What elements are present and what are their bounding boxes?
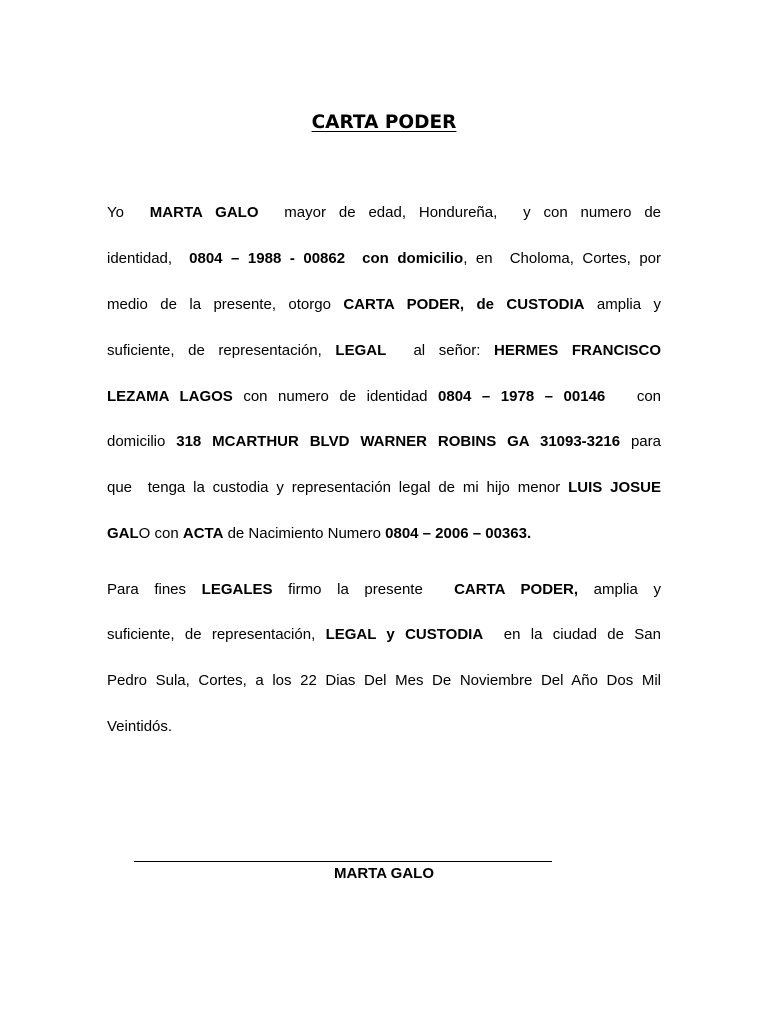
body-text: firmo la presente <box>272 581 455 598</box>
document-title: CARTA PODER <box>311 112 457 133</box>
body-text: , en Choloma, Cortes, por <box>463 250 661 267</box>
bold-text: CARTA PODER, <box>454 581 579 598</box>
body-line <box>107 432 661 452</box>
body-line <box>107 625 661 645</box>
bold-text: 0804 – 1978 – 00146 <box>438 388 606 405</box>
body-text: que tenga la custodia y representación legal de mi hijo menor <box>107 479 569 496</box>
signature-name: MARTA GALO <box>334 865 434 882</box>
body-text: mayor de edad, Hondureña, y con numero de <box>258 204 661 221</box>
body-line <box>107 580 661 600</box>
body-text: con <box>605 388 662 405</box>
bold-text: ACTA <box>182 525 224 542</box>
body-text: Veintidós. <box>107 718 173 735</box>
bold-text: HERMES FRANCISCO <box>494 342 661 359</box>
bold-text: LUIS JOSUE <box>568 479 661 496</box>
bold-text: MARTA GALO <box>149 204 259 221</box>
body-line <box>107 387 661 407</box>
body-line <box>107 295 661 315</box>
body-line <box>107 478 661 498</box>
body-line <box>107 249 661 269</box>
body-text: Para fines <box>107 581 202 598</box>
body-line <box>107 524 661 544</box>
bold-text: CARTA PODER, de CUSTODIA <box>343 296 585 313</box>
bold-text: LEZAMA LAGOS <box>107 388 233 405</box>
body-text: Yo <box>107 204 150 221</box>
signature-line <box>134 861 552 862</box>
body-line <box>107 203 661 223</box>
body-line <box>107 671 661 691</box>
body-text: suficiente, de representación, <box>107 626 326 643</box>
bold-text: 0804 – 1988 - 00862 con domicilio <box>189 250 464 267</box>
body-text: identidad, <box>107 250 190 267</box>
bold-text: LEGAL <box>335 342 387 359</box>
bold-text: 318 MCARTHUR BLVD WARNER ROBINS GA 31093-3216 <box>176 433 621 450</box>
bold-text: LEGAL y CUSTODIA <box>325 626 484 643</box>
bold-text: LEGALES <box>201 581 273 598</box>
body-text: con numero de identidad <box>232 388 439 405</box>
body-text: amplia y <box>578 581 661 598</box>
body-line <box>107 341 661 361</box>
body-text: para <box>620 433 661 450</box>
body-line <box>107 717 661 737</box>
body-text: medio de la presente, otorgo <box>107 296 344 313</box>
body-text: suficiente, de representación, <box>107 342 336 359</box>
body-text: de Nacimiento Numero <box>223 525 386 542</box>
body-text: Pedro Sula, Cortes, a los 22 Dias Del Mes De Noviembre Del Año Dos Mil <box>107 672 661 689</box>
body-text: en la ciudad de San <box>483 626 661 643</box>
bold-text: 0804 – 2006 – 00363. <box>385 525 532 542</box>
body-text: al señor: <box>386 342 495 359</box>
body-text: amplia y <box>584 296 661 313</box>
bold-text: GAL <box>107 525 139 542</box>
body-text: domicilio <box>107 433 177 450</box>
body-text: O con <box>138 525 183 542</box>
